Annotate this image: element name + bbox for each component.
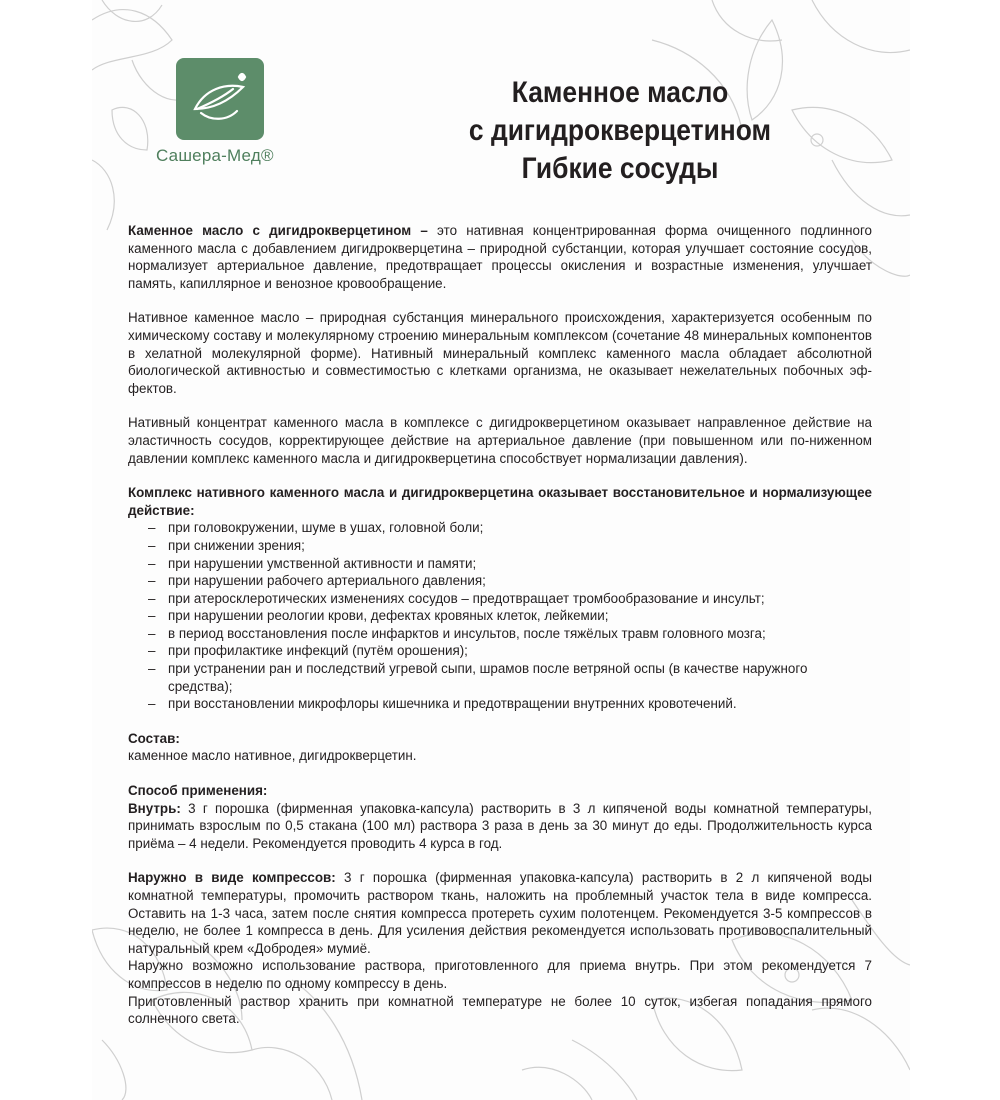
list-item: – при нарушении умственной активности и памяти;: [148, 555, 477, 571]
list-item: – при нарушении рабочего артериального давления;: [148, 573, 486, 589]
usage-internal: Внутрь: 3 г порошка (фирменная упаковка-капсула) растворить в 3 л кипяченой воды комнатной температуры, принимать взрослым по 0,5 стакана (100 мл) раствора 3 раза в день за 30 минут до еды. Продолжительность курса приёма – 4 недели. Рекомендуется проводить 4 курса в год.: [128, 800, 872, 851]
list-item: – при снижении зрения;: [148, 537, 305, 553]
list-item: – при устранении ран и последствий угревой сыпи, шрамов после ветряной оспы (в качестве наружного средства);: [148, 661, 808, 694]
title-line-2: с дигидрокверцетином: [468, 114, 772, 147]
title-line-1: Каменное масло: [511, 76, 729, 109]
mineral-paragraph: Нативное каменное масло – природная субстанция минерального происхождения, характеризуется особенным по химическому составу и молекулярному строению минеральным комплексом (сочетание 48 минеральных компонентов в хелатной молекулярной форме). Нативный минеральный комплекс каменного масла обладает абсолютной биологической активностью и совместимостью с клетками организма, не оказывает нежелательных побочных эф-фектов.: [128, 310, 872, 396]
storage-note: Приготовленный раствор хранить при комнатной температуре не более 10 суток, избегая попадания прямого солнечного света.: [128, 993, 872, 1027]
usage-heading: Способ применения:: [128, 783, 268, 799]
effects-list: [128, 519, 872, 713]
composition-text: каменное масло нативное, дигидрокверцетин.: [128, 748, 417, 764]
leaf-logo-icon: [176, 58, 264, 140]
list-item: – при профилактике инфекций (путём орошения);: [148, 643, 468, 659]
intro-paragraph: [128, 222, 872, 292]
usage-external: Наружно в виде компрессов: 3 г порошка (фирменная упаковка-капсула) растворить в 2 л кипяченой воды комнатной температуры, промочить раствором ткань, наложить на проблемный участок тела в виде компресса. Оставить на 1-3 часа, затем после снятия компресса протереть сухим полотенцем. Рекомендуется 3-5 компрессов в неделю, не более 1 компресса в день. Для усиления действия рекомендуется использовать противовоспалительный натуральный крем «Добродея» мумиё.: [128, 870, 872, 956]
vessels-paragraph: Нативный концентрат каменного масла в комплексе с дигидрокверцетином оказывает направленное действие на эластичность сосудов, корректирующее действие на артериальное давление (при повышенном или по-ниженном давлении комплекс каменного масла и дигидрокверцетина способствует нормализации давления).: [128, 415, 872, 466]
usage-external-note: Наружно возможно использование раствора, приготовленного для приема внутрь. При этом рекомендуется 7 компрессов в неделю по одному компрессу в день.: [128, 958, 872, 991]
list-item: – при головокружении, шуме в ушах, головной боли;: [148, 520, 484, 536]
effects-heading: Комплекс нативного каменного масла и дигидрокверцетина оказывает восстановительное и нормализующее действие:: [128, 485, 872, 518]
document-body: [128, 222, 872, 1028]
brand-logo: [156, 58, 296, 166]
composition-heading: Состав:: [128, 730, 180, 746]
intro-text: это нативная концентрированная форма очищенного подлинного каменного масла с добавлением дигидрокверцетина – природной субстанции, которая улучшает состояние сосудов, нормализует артериальное давление, предотвращает процессы окисления и возрастные изменения, улучшает память, капиллярное и венозное кровообращение.: [128, 223, 872, 291]
title-line-3: Гибкие сосуды: [521, 152, 719, 185]
list-item: – в период восстановления после инфарктов и инсультов, после тяжёлых травм головного мозга;: [148, 625, 766, 641]
brand-name: Сашера-Мед®: [156, 146, 274, 165]
list-item: – при восстановлении микрофлоры кишечника и предотвращении внутренних кровотечений.: [148, 696, 737, 712]
page-title: [444, 74, 796, 188]
intro-bold: Каменное масло с дигидрокверцетином –: [128, 223, 428, 238]
list-item: – при нарушении реологии крови, дефектах кровяных клеток, лейкемии;: [148, 608, 609, 624]
list-item: – при атеросклеротических изменениях сосудов – предотвращает тромбообразование и инсульт;: [148, 590, 765, 606]
